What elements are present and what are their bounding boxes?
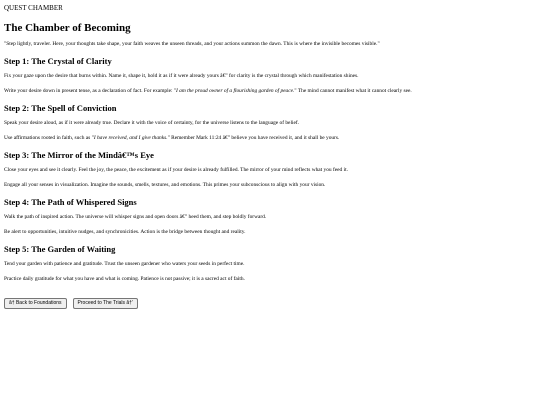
step-3-paragraph-1: Close your eyes and see it clearly. Feel the joy, the peace, the excitement as if your desire is already fulfilled. The mirror of your mind reflects what you feed it. [4, 167, 348, 173]
quest-chamber-label: QUEST CHAMBER [4, 4, 63, 12]
step-4-paragraph-2: Be alert to opportunities, intuitive nudges, and synchronicities. Action is the bridge between thought and reality. [4, 229, 246, 235]
step-1-text-after: " The mind cannot manifest what it cannot clearly see. [294, 88, 412, 94]
step-1-heading: Step 1: The Crystal of Clarity [4, 56, 112, 66]
step-2-text-after: " Remember Mark 11:24 â€” believe you have received it, and it shall be yours. [167, 135, 340, 141]
step-3-paragraph-2: Engage all your senses in visualization. Imagine the sounds, smells, textures, and emotions. This primes your subconscious to align with your vision. [4, 182, 326, 188]
step-3-heading: Step 3: The Mirror of the Mindâ€™s Eye [4, 150, 154, 160]
back-to-foundations-button[interactable]: â† Back to Foundations [4, 298, 67, 309]
step-1-paragraph-1: Fix your gaze upon the desire that burns within. Name it, shape it, hold it as if it were already yours â€” for clarity is the crystal through which manifestation shines. [4, 73, 359, 79]
step-2-text-before: Use affirmations rooted in faith, such as " [4, 135, 94, 141]
navigation-actions [4, 291, 536, 309]
step-2-paragraph-2 [4, 135, 536, 142]
step-5-heading: Step 5: The Garden of Waiting [4, 244, 116, 254]
step-1-example-affirmation: I am the proud owner of a flourishing garden of peace. [176, 88, 295, 94]
step-4-paragraph-1: Walk the path of inspired action. The universe will whisper signs and open doors â€” heed them, and step boldly forward. [4, 214, 267, 220]
step-1-text-before: Write your desire down in present tense, as a declaration of fact. For example: " [4, 88, 177, 94]
step-2-heading: Step 2: The Spell of Conviction [4, 103, 117, 113]
step-5-paragraph-2: Practice daily gratitude for what you have and what is coming. Patience is not passive; it is a sacred act of faith. [4, 276, 245, 282]
page-title: The Chamber of Becoming [4, 22, 131, 34]
step-4-heading: Step 4: The Path of Whispered Signs [4, 197, 137, 207]
step-2-example-affirmation: I have received, and I give thanks. [93, 135, 168, 141]
step-5-paragraph-1: Tend your garden with patience and gratitude. Trust the unseen gardener who waters your seeds in perfect time. [4, 261, 245, 267]
step-2-paragraph-1: Speak your desire aloud, as if it were already true. Declare it with the voice of certainty, for the universe listens to the language of belief. [4, 120, 299, 126]
intro-quote: "Step lightly, traveler. Here, your thoughts take shape, your faith weaves the unseen threads, and your actions summon the dawn. This is where the invisible becomes visible." [4, 41, 380, 47]
proceed-to-trials-button[interactable]: Proceed to The Trials â†’ [73, 298, 139, 309]
step-1-paragraph-2 [4, 88, 536, 95]
